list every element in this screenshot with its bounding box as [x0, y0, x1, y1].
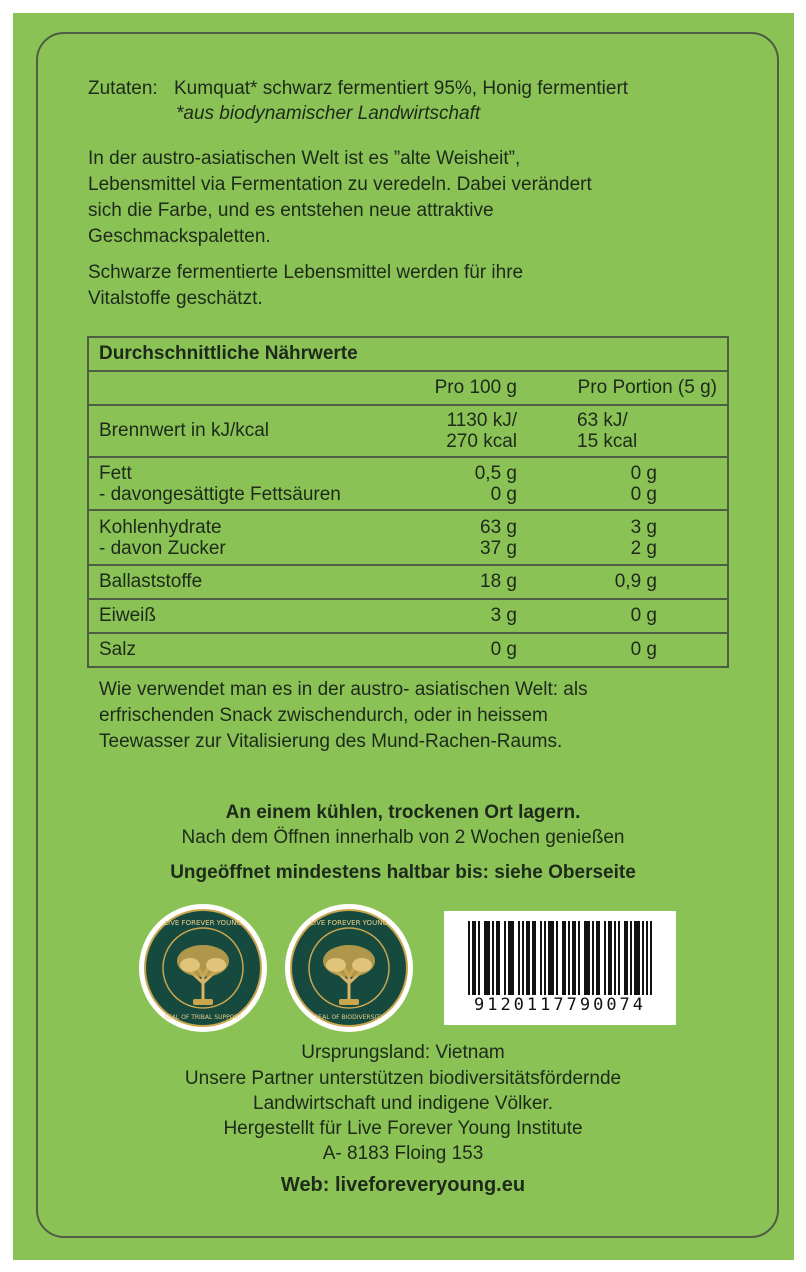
carbs-portion: 3 g	[630, 516, 657, 538]
sugar-portion: 2 g	[630, 537, 657, 559]
usage-paragraph	[99, 677, 588, 755]
svg-text:SEAL OF BIODIVERSITY: SEAL OF BIODIVERSITY	[314, 1014, 384, 1021]
barcode-bar	[550, 921, 552, 995]
biodiversity-seal-graphic	[284, 903, 414, 1033]
saturated-fat-per100: 0 g	[490, 483, 517, 505]
energy-per100	[399, 405, 527, 457]
barcode-bar	[588, 921, 590, 995]
barcode-bar	[486, 921, 488, 995]
barcode-bar	[544, 921, 546, 995]
nutrition-row-salt	[88, 633, 728, 667]
barcode-bar	[596, 921, 598, 995]
website-line: Web: liveforeveryoung.eu	[280, 1174, 526, 1196]
barcode-bar	[496, 921, 498, 995]
barcode-bar	[642, 921, 644, 995]
saturated-fat-portion: 0 g	[630, 483, 657, 505]
barcode-bar	[630, 921, 632, 995]
origin-country: Ursprungsland: Vietnam	[301, 1042, 505, 1063]
carbs-per100-cell	[399, 510, 527, 565]
barcode-bar	[518, 921, 520, 995]
nutrition-header-row	[88, 371, 728, 405]
energy-per100-kj: 1130 kJ/	[446, 410, 517, 431]
barcode-bar	[498, 921, 500, 995]
barcode-bar	[608, 921, 610, 995]
barcode-bar	[562, 921, 564, 995]
description-line: Lebensmittel via Fermentation zu veredeln. Dabei verändert	[88, 174, 592, 195]
barcode-bar	[572, 921, 574, 995]
barcode-bar	[584, 921, 586, 995]
barcode-bar	[614, 921, 616, 995]
barcode-bar	[634, 921, 636, 995]
fat-label: Fett	[99, 462, 132, 484]
barcode-bar	[552, 921, 554, 995]
fiber-portion: 0,9 g	[527, 565, 728, 599]
barcode-bar	[512, 921, 514, 995]
svg-text:LIVE FOREVER YOUNG: LIVE FOREVER YOUNG	[164, 919, 242, 927]
barcode-bar	[574, 921, 576, 995]
nutrition-row-carbs	[88, 510, 728, 565]
barcode-bar	[526, 921, 528, 995]
barcode-bar	[492, 921, 494, 995]
barcode-bar	[568, 921, 570, 995]
barcode-bar	[592, 921, 594, 995]
biodiversity-seal	[284, 903, 414, 1033]
carbs-label-cell	[88, 510, 399, 565]
barcode-bar	[474, 921, 476, 995]
protein-label: Eiweiß	[88, 599, 399, 633]
barcode-bar	[488, 921, 490, 995]
saturated-fat-label: - davongesättigte Fettsäuren	[99, 483, 341, 505]
nutrition-row-fiber	[88, 565, 728, 599]
manufacturer-line: Hergestellt für Live Forever Young Institute	[223, 1118, 583, 1139]
salt-per100: 0 g	[399, 633, 527, 667]
carbs-label: Kohlenhydrate	[99, 516, 222, 538]
energy-label: Brennwert in kJ/kcal	[88, 405, 399, 457]
nutrition-row-protein	[88, 599, 728, 633]
salt-label: Salz	[88, 633, 399, 667]
nutrition-table	[87, 336, 729, 668]
fat-label-cell	[88, 457, 399, 510]
best-before-note: Ungeöffnet mindestens haltbar bis: siehe Oberseite	[170, 862, 636, 883]
barcode-bar	[510, 921, 512, 995]
fiber-label: Ballaststoffe	[88, 565, 399, 599]
energy-per100-kcal: 270 kcal	[446, 431, 517, 452]
fat-portion: 0 g	[630, 462, 657, 484]
barcode-bar	[618, 921, 620, 995]
barcode-bar	[598, 921, 600, 995]
nutrition-title-row	[88, 337, 728, 371]
energy-portion-kcal: 15 kcal	[577, 431, 638, 452]
fat-portion-cell	[527, 457, 728, 510]
usage-line: Teewasser zur Vitalisierung des Mund-Rachen-Raums.	[99, 731, 563, 752]
energy-portion-kj: 63 kJ/	[577, 410, 628, 431]
barcode-bar	[534, 921, 536, 995]
barcode-number: 9120117790074	[473, 995, 647, 1015]
barcode-bar	[556, 921, 558, 995]
barcode-bar	[604, 921, 606, 995]
barcode-bar	[586, 921, 588, 995]
description-line: sich die Farbe, und es entstehen neue attraktive	[88, 200, 494, 221]
protein-per100: 3 g	[399, 599, 527, 633]
partners-line-2: Landwirtschaft und indigene Völker.	[253, 1093, 553, 1114]
description-line: In der austro-asiatischen Welt ist es ”alte Weisheit”,	[88, 148, 521, 169]
barcode-bar	[484, 921, 486, 995]
fat-per100: 0,5 g	[474, 462, 517, 484]
barcode-bar	[468, 921, 470, 995]
header-per100: Pro 100 g	[399, 371, 527, 405]
usage-line: Wie verwendet man es in der austro- asiatischen Welt: als	[99, 679, 588, 700]
barcode-bar	[548, 921, 550, 995]
vital-paragraph	[88, 260, 523, 312]
energy-portion	[527, 405, 728, 457]
partners-line: Unsere Partner unterstützen biodiversitätsfördernde	[184, 1068, 622, 1089]
barcode-bar	[522, 921, 524, 995]
tribal-support-seal	[138, 903, 268, 1033]
protein-portion: 0 g	[527, 599, 728, 633]
after-opening-instruction: Nach dem Öffnen innerhalb von 2 Wochen genießen	[181, 827, 625, 848]
barcode-bar	[636, 921, 638, 995]
barcode	[444, 911, 676, 1025]
sugar-label: - davon Zucker	[99, 537, 226, 559]
usage-line: erfrischenden Snack zwischendurch, oder in heissem	[99, 705, 548, 726]
barcode-bar	[478, 921, 480, 995]
barcode-bar	[508, 921, 510, 995]
barcode-bar	[528, 921, 530, 995]
vital-line: Vitalstoffe geschätzt.	[88, 288, 263, 309]
fat-per100-cell	[399, 457, 527, 510]
barcode-bar	[472, 921, 474, 995]
address-line: A- 8183 Floing 153	[322, 1143, 484, 1164]
description-line: Geschmackspaletten.	[88, 226, 271, 247]
barcode-bar	[504, 921, 506, 995]
storage-instruction: An einem kühlen, trockenen Ort lagern.	[225, 802, 581, 823]
tribal-support-seal-graphic	[138, 903, 268, 1033]
barcode-bar	[610, 921, 612, 995]
vital-line: Schwarze fermentierte Lebensmittel werden für ihre	[88, 262, 524, 283]
nutrition-title: Durchschnittliche Nährwerte	[88, 337, 728, 371]
fiber-per100: 18 g	[399, 565, 527, 599]
barcode-bar	[578, 921, 580, 995]
svg-text:LIVE FOREVER YOUNG: LIVE FOREVER YOUNG	[310, 919, 388, 927]
header-empty-cell	[88, 371, 399, 405]
nutrition-row-fat	[88, 457, 728, 510]
barcode-bar	[626, 921, 628, 995]
barcode-bar	[646, 921, 648, 995]
svg-text:SEAL OF TRIBAL SUPPORT: SEAL OF TRIBAL SUPPORT	[164, 1014, 242, 1021]
nutrition-row-energy	[88, 405, 728, 457]
header-portion: Pro Portion (5 g)	[527, 371, 728, 405]
barcode-bar	[540, 921, 542, 995]
sugar-per100: 37 g	[480, 537, 517, 559]
ingredients-note: *aus biodynamischer Landwirtschaft	[176, 103, 481, 124]
salt-portion: 0 g	[527, 633, 728, 667]
barcode-bar	[532, 921, 534, 995]
ingredients-text: Kumquat* schwarz fermentiert 95%, Honig fermentiert	[174, 78, 629, 99]
carbs-per100: 63 g	[480, 516, 517, 538]
barcode-bar	[650, 921, 652, 995]
description-paragraph	[88, 146, 592, 250]
ingredients-label: Zutaten:	[88, 78, 158, 99]
barcode-bar	[564, 921, 566, 995]
barcode-bar	[638, 921, 640, 995]
carbs-portion-cell	[527, 510, 728, 565]
barcode-bar	[624, 921, 626, 995]
